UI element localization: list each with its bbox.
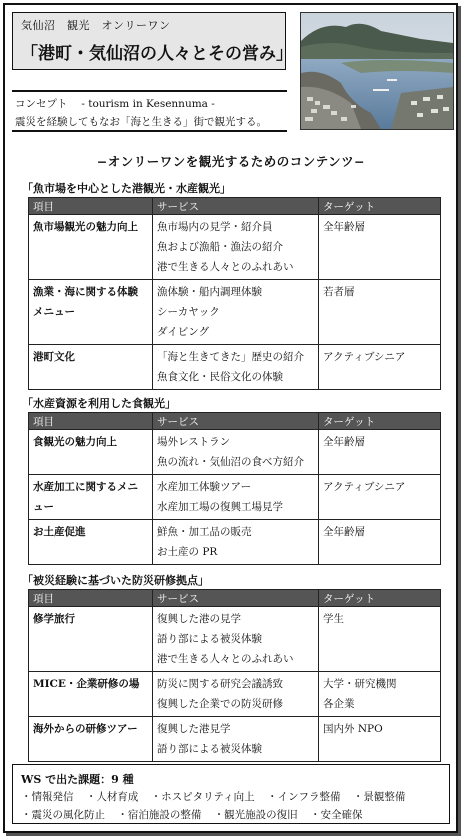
table-row xyxy=(29,215,441,280)
service-line: 魚および漁船・漁法の紹介 xyxy=(157,241,283,253)
harbor-image xyxy=(301,13,453,129)
row-target: 全年齢層 xyxy=(319,430,441,475)
table-row xyxy=(29,430,441,475)
row-target: 学生 xyxy=(319,607,441,672)
item-line: 漁業・海に関する体験 xyxy=(33,286,138,298)
ws-issue: ・人材育成 xyxy=(85,791,139,803)
row-item xyxy=(29,717,153,762)
header-service: サービス xyxy=(153,198,319,215)
row-item xyxy=(29,280,153,345)
table-row xyxy=(29,717,441,762)
row-services xyxy=(153,607,319,672)
page-title: 「港町・気仙沼の人々とその営み」 xyxy=(21,44,293,64)
item-line: お土産促進 xyxy=(33,526,86,538)
ws-issue: ・震災の風化防止 xyxy=(21,809,105,821)
service-line: 防災に関する研究会議誘致 xyxy=(157,678,283,690)
row-services xyxy=(153,520,319,565)
item-line: 水産加工に関するメニ xyxy=(33,481,138,493)
row-services xyxy=(153,717,319,762)
section-title-2: 「水産資源を利用した食観光」 xyxy=(22,397,176,410)
row-item xyxy=(29,672,153,717)
row-services xyxy=(153,345,319,390)
service-line: 魚食文化・民俗文化の体験 xyxy=(157,371,283,383)
item-line: メニュー xyxy=(33,306,75,318)
ws-issue: ・安全確保 xyxy=(310,809,363,821)
service-line: 水産加工体験ツアー xyxy=(157,481,252,493)
item-line: MICE・企業研修の場 xyxy=(33,678,140,690)
row-target: 若者層 xyxy=(319,280,441,345)
item-line: 魚市場観光の魅力向上 xyxy=(33,221,138,233)
service-line: 復興した港の見学 xyxy=(157,613,241,625)
row-item xyxy=(29,520,153,565)
content-table-2 xyxy=(28,412,441,565)
ws-issue: ・観光施設の復旧 xyxy=(213,809,298,821)
table-header-row xyxy=(29,590,441,607)
table-row xyxy=(29,520,441,565)
header-target: ターゲット xyxy=(319,590,441,607)
harbor-photo xyxy=(300,12,454,130)
ws-issue: ・景観整備 xyxy=(352,791,406,803)
section-title-3: 「被災経験に基づいた防災研修拠点」 xyxy=(22,574,209,587)
ws-issue: ・情報発信 xyxy=(21,791,74,803)
ws-issue: ・ホスピタリティ向上 xyxy=(150,791,255,803)
table-row xyxy=(29,280,441,345)
row-target: 全年齢層 xyxy=(319,520,441,565)
table-row xyxy=(29,475,441,520)
row-target: アクティブシニア xyxy=(319,345,441,390)
table-row xyxy=(29,607,441,672)
item-line: 食観光の魅力向上 xyxy=(33,436,117,448)
section-title-1: 「魚市場を中心とした港観光・水産観光」 xyxy=(22,182,231,195)
item-line: 港町文化 xyxy=(33,351,75,363)
contents-title: −オンリーワンを観光するためのコンテンツ− xyxy=(96,154,366,169)
subtitle: 気仙沼 観光 オンリーワン xyxy=(21,19,171,32)
header-item: 項目 xyxy=(29,198,153,215)
row-services xyxy=(153,475,319,520)
header-service: サービス xyxy=(153,413,319,430)
item-line: 海外からの研修ツアー xyxy=(33,723,138,735)
content-table-3 xyxy=(28,589,441,762)
service-line: 水産加工場の復興工場見学 xyxy=(157,501,283,513)
ws-heading: WS で出た課題：9 種 xyxy=(21,773,134,786)
row-services xyxy=(153,280,319,345)
concept-label: コンセプト - tourism in Kesennuma - xyxy=(15,98,215,110)
concept-box xyxy=(12,90,287,132)
table-header-row xyxy=(29,198,441,215)
row-item xyxy=(29,607,153,672)
row-item xyxy=(29,430,153,475)
service-line: 語り部による被災体験 xyxy=(157,743,262,755)
service-line: シーカヤック xyxy=(157,306,220,318)
header-item: 項目 xyxy=(29,413,153,430)
header-item: 項目 xyxy=(29,590,153,607)
service-line: 魚市場内の見学・紹介員 xyxy=(157,221,273,233)
ws-issues-box xyxy=(12,764,450,824)
service-line: 港で生きる人々とのふれあい xyxy=(157,653,294,665)
row-target: 全年齢層 xyxy=(319,215,441,280)
service-line: 鮮魚・加工品の販売 xyxy=(157,526,252,538)
service-line: お土産の PR xyxy=(157,546,218,558)
header-target: ターゲット xyxy=(319,413,441,430)
header-service: サービス xyxy=(153,590,319,607)
row-services xyxy=(153,430,319,475)
table-row xyxy=(29,345,441,390)
service-line: ダイビング xyxy=(157,326,210,338)
row-target: 国内外 NPO xyxy=(319,717,441,762)
row-item xyxy=(29,215,153,280)
service-line: 場外レストラン xyxy=(157,436,231,448)
service-line: 「海と生きてきた」歴史の紹介 xyxy=(157,351,304,363)
content-table-1 xyxy=(28,197,441,390)
item-line: 修学旅行 xyxy=(33,613,75,625)
service-line: 復興した港見学 xyxy=(157,723,231,735)
row-services xyxy=(153,672,319,717)
row-item xyxy=(29,345,153,390)
concept-text: 震災を経験してもなお「海と生きる」街で観光する。 xyxy=(15,116,267,128)
row-target: 大学・研究機関 各企業 xyxy=(319,672,441,717)
ws-issue: ・宿泊施設の整備 xyxy=(117,809,202,821)
row-services xyxy=(153,215,319,280)
ws-row-1 xyxy=(21,789,414,804)
ws-row-2 xyxy=(21,807,372,822)
table-row xyxy=(29,672,441,717)
row-item xyxy=(29,475,153,520)
service-line: 語り部による被災体験 xyxy=(157,633,262,645)
ws-issue: ・インフラ整備 xyxy=(266,791,341,803)
header-target: ターゲット xyxy=(319,198,441,215)
table-header-row xyxy=(29,413,441,430)
service-line: 漁体験・船内調理体験 xyxy=(157,286,262,298)
title-box xyxy=(12,12,293,70)
item-line: ュー xyxy=(33,501,54,513)
service-line: 復興した企業での防災研修 xyxy=(157,698,283,710)
service-line: 魚の流れ・気仙沼の食べ方紹介 xyxy=(157,456,304,468)
row-target: アクティブシニア xyxy=(319,475,441,520)
service-line: 港で生きる人々とのふれあい xyxy=(157,261,294,273)
